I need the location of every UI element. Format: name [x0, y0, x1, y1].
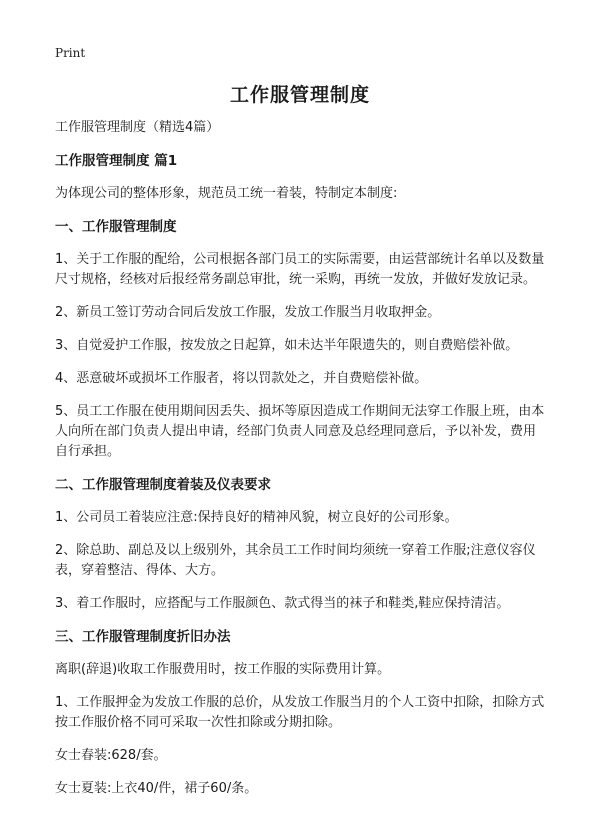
- section3-paragraph: 1、工作服押金为发放工作服的总价，从发放工作服当月的个人工资中扣除，扣除方式按工作服价格不同可采取一次性扣除或分期扣除。: [55, 695, 545, 730]
- section1-paragraph: 5、员工工作服在使用期间因丢失、损坏等原因造成工作期间无法穿工作服上班，由本人向所在部门负责人提出申请，经部门负责人同意及总经理同意后，予以补发，费用自行承担。: [55, 404, 545, 459]
- article-heading: 工作服管理制度 篇1: [55, 153, 178, 169]
- section-heading-3: 三、工作服管理制度折旧办法: [55, 629, 231, 645]
- print-link[interactable]: Print: [55, 46, 86, 60]
- page-title: 工作服管理制度: [229, 84, 370, 106]
- section1-paragraph: 3、自觉爱护工作服，按发放之日起算，如未达半年限遗失的，则自费赔偿补做。: [55, 338, 519, 353]
- section3-paragraph: 女士夏装:上衣40/件，裙子60/条。: [55, 781, 258, 796]
- section2-paragraph: 1、公司员工着装应注意:保持良好的精神风貌，树立良好的公司形象。: [55, 510, 458, 525]
- section-heading-1: 一、工作服管理制度: [55, 219, 177, 235]
- section1-paragraph: 4、恶意破坏或损坏工作服者，将以罚款处之，并自费赔偿补做。: [55, 371, 428, 386]
- section-heading-2: 二、工作服管理制度着装及仪表要求: [55, 477, 271, 493]
- document-subtitle: 工作服管理制度（精选4篇）: [55, 120, 220, 135]
- intro-paragraph: 为体现公司的整体形象，规范员工统一着装，特制定本制度:: [55, 186, 398, 201]
- section1-paragraph: 2、新员工签订劳动合同后发放工作服，发放工作服当月收取押金。: [55, 305, 441, 320]
- section1-paragraph: 1、关于工作服的配给，公司根据各部门员工的实际需要，由运营部统计名单以及数量尺寸规格，经核对后报经常务副总审批，统一采购，再统一发放，并做好发放记录。: [55, 252, 545, 287]
- section3-paragraph: 女士春装:628/套。: [55, 748, 167, 763]
- section2-paragraph: 3、着工作服时，应搭配与工作服颜色、款式得当的袜子和鞋类,鞋应保持清洁。: [55, 596, 510, 611]
- section2-paragraph: 2、除总助、副总及以上级别外，其余员工工作时间均须统一穿着工作服;注意仪容仪表，穿着整洁、得体、大方。: [55, 543, 536, 578]
- section3-paragraph: 离职(辞退)收取工作服费用时，按工作服的实际费用计算。: [55, 662, 391, 677]
- document-body: [55, 118, 547, 812]
